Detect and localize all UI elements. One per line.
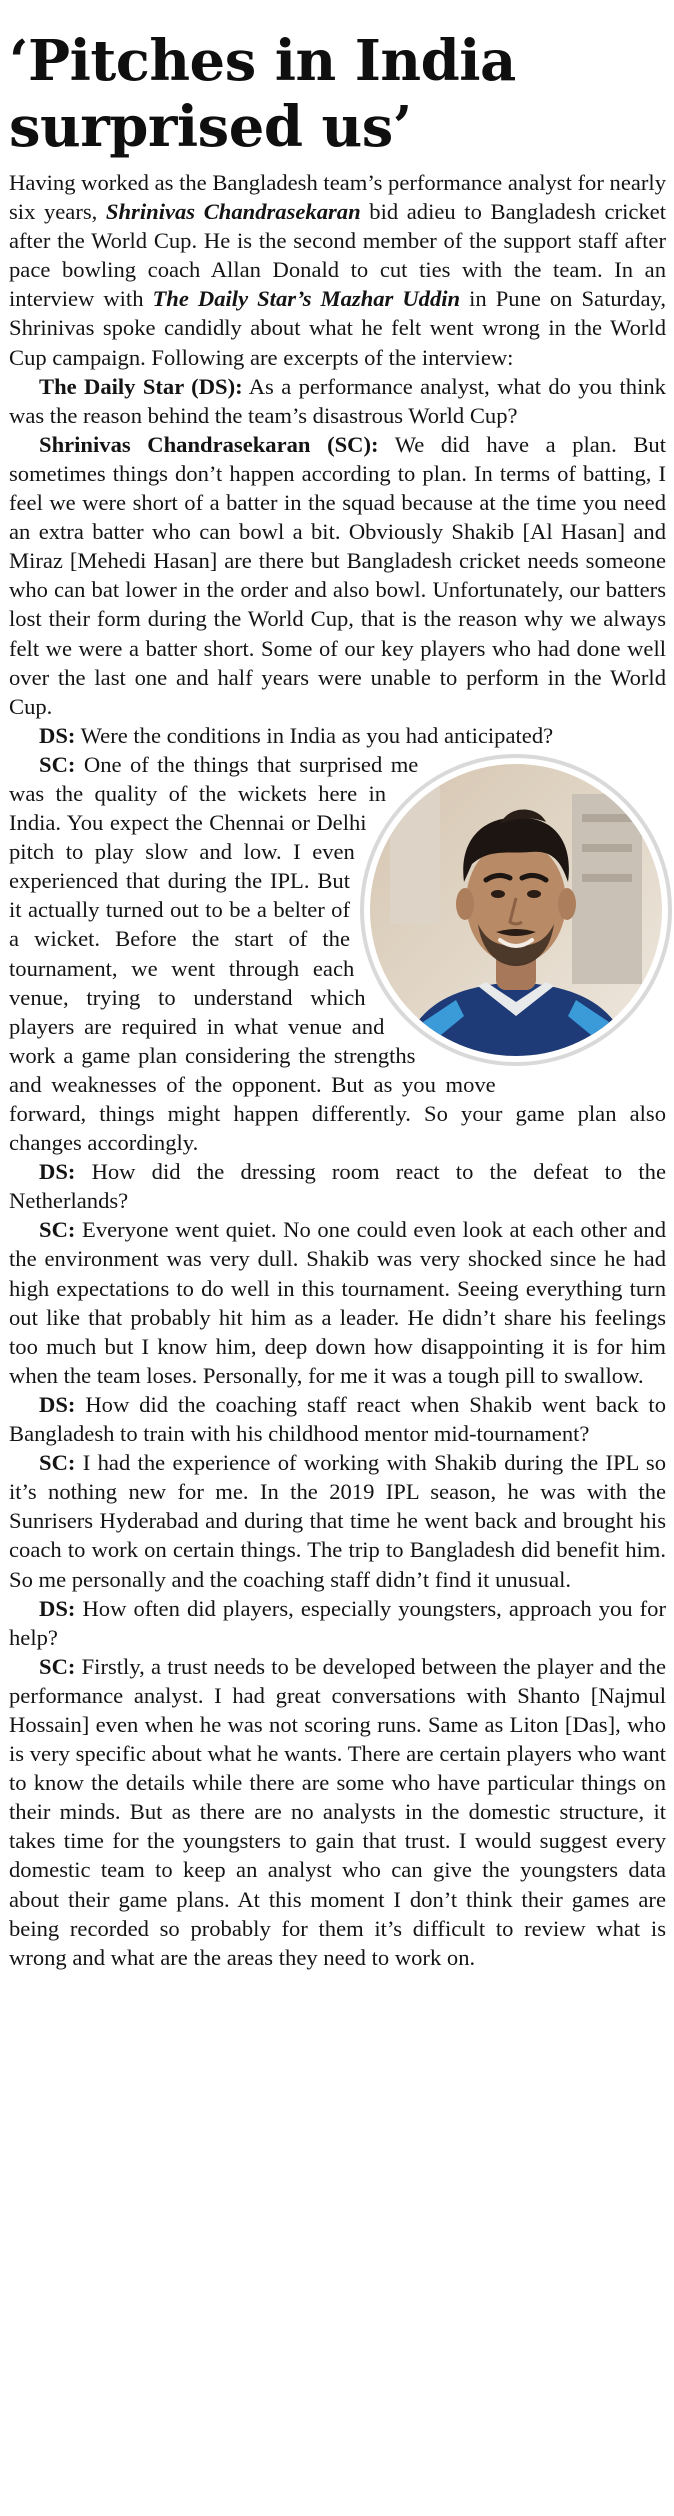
question-text: As a performance analyst, what do you think was the reason behind the team’s disastrous World Cup? <box>9 373 666 428</box>
answer-text: Everyone went quiet. No one could even look at each other and the environment was very dull. Shakib was very shocked since he had high expectations to do well in this tournament. Seeing everything turn out like that probably hit him as a leader. He didn’t share his feelings too much but I know him, deep down how disappointing it is for him when the team loses. Personally, for me it was a tough pill to swallow. <box>9 1217 666 1388</box>
article <box>9 0 666 1972</box>
speaker-label: SC: <box>39 1217 76 1243</box>
answer-5 <box>9 1652 666 1972</box>
question-1 <box>9 372 666 430</box>
speaker-label: SC: <box>39 1653 76 1679</box>
speaker-label: DS: <box>39 722 76 748</box>
intro-text-3: in Pune on Saturday, Shrinivas spoke candidly about what he felt went wrong in the World Cup campaign. Following are excerpts of the interview: <box>9 286 666 370</box>
speaker-label: DS: <box>39 1595 76 1621</box>
question-text: How did the coaching staff react when Shakib went back to Bangladesh to train with his childhood mentor mid-tournament? <box>9 1391 666 1447</box>
answer-text: Firstly, a trust needs to be developed between the player and the performance analyst. I had great conversations with Shanto [Najmul Hossain] even when he was not scoring runs. Same as Liton [Das], who is very specific about what he wants. There are certain players who want to know the details while there are some who have particular things on their minds. But as there are no analysts in the domestic structure, it takes time for the youngsters to gain that trust. I would suggest every domestic team to keep an analyst who can give the youngsters data about their game plans. At this moment I don’t think their games are being recorded so probably for them it’s difficult to review what is wrong and what are the areas they need to work on. <box>9 1653 666 1970</box>
speaker-label: SC: <box>39 751 76 777</box>
intro-name-reporter: The Daily Star’s Mazhar Uddin <box>152 286 461 312</box>
article-body <box>9 168 666 1972</box>
intro-paragraph <box>9 168 666 372</box>
question-2 <box>9 721 666 750</box>
question-5 <box>9 1594 666 1652</box>
speaker-label: SC: <box>39 1450 76 1476</box>
intro-text-2: bid adieu to Bangladesh cricket after the World Cup. He is the second member of the support staff after pace bowling coach Allan Donald to cut ties with the team. In an interview with <box>9 199 666 312</box>
answer-text: One of the things that surprised me was the quality of the wickets here in India. You expect the Chennai or Delhi pitch to play slow and low. I even experienced that during the IPL. But it actually turned out to be a belter of a wicket. Before the start of the tournament, we went through each venue, trying to understand which players are required in what venue and work a game plan considering the strengths and weaknesses of the opponent. But as you move forward, things might happen differently. So your game plan also changes accordingly. <box>9 751 666 1156</box>
answer-3 <box>9 1215 666 1390</box>
answer-1 <box>9 430 666 721</box>
intro-name-analyst: Shrinivas Chandrasekaran <box>105 199 361 225</box>
speaker-label: Shrinivas Chandrasekaran (SC): <box>39 431 379 457</box>
question-text: How did the dressing room react to the defeat to the Netherlands? <box>9 1159 666 1214</box>
question-3 <box>9 1157 666 1215</box>
answer-text: We did have a plan. But sometimes things don’t happen according to plan. In terms of batting, I feel we were short of a batter in the squad because at the time you need an extra batter who can bowl a bit. Obviously Shakib [Al Hasan] and Miraz [Mehedi Hasan] are there but Bangladesh cricket needs someone who can bat lower in the order and also bowl. Unfortunately, our batters lost their form during the World Cup, that is the reason why we always felt we were a batter short. Some of our key players who had done well over the last one and half years were unable to perform in the World Cup. <box>9 431 666 719</box>
interviewee-photo <box>360 754 672 1066</box>
answer-4 <box>9 1448 666 1593</box>
answer-text: I had the experience of working with Shakib during the IPL so it’s nothing new for me. In the 2019 IPL season, he was with the Sunrisers Hyderabad and during that time he went back and brought his coach to work on certain things. The trip to Bangladesh did benefit him. So me personally and the coaching staff didn’t find it unusual. <box>9 1450 666 1592</box>
speaker-label: DS: <box>39 1391 76 1417</box>
question-text: How often did players, especially youngsters, approach you for help? <box>9 1595 666 1650</box>
speaker-label: The Daily Star (DS): <box>39 373 243 399</box>
question-4 <box>9 1390 666 1448</box>
speaker-label: DS: <box>39 1159 76 1185</box>
intro-text-1: Having worked as the Bangladesh team’s performance analyst for nearly six years, <box>9 170 666 225</box>
question-text: Were the conditions in India as you had anticipated? <box>75 722 554 748</box>
answer-2 <box>9 750 666 1157</box>
headline: ‘Pitches in India surprised us’ <box>9 28 516 160</box>
